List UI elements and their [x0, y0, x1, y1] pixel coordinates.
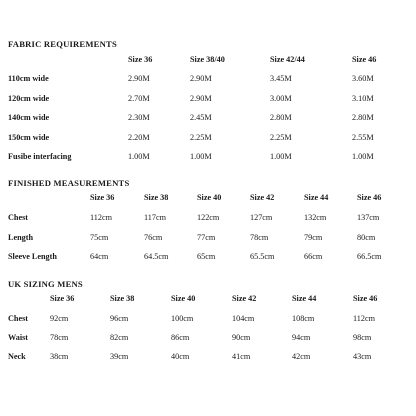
- finished-row-label: Chest: [8, 213, 29, 222]
- uk-cell: 104cm: [232, 314, 255, 323]
- uk-sizing-mens-title: UK SIZING MENS: [8, 279, 83, 289]
- fabric-cell: 2.20M: [128, 133, 150, 142]
- uk-header-size-44: Size 44: [292, 294, 317, 303]
- finished-cell: 127cm: [250, 213, 273, 222]
- uk-cell: 40cm: [171, 352, 190, 361]
- uk-header-size-36: Size 36: [50, 294, 75, 303]
- fabric-row-label: 120cm wide: [8, 94, 50, 103]
- finished-header-size-42: Size 42: [250, 193, 275, 202]
- uk-cell: 112cm: [353, 314, 375, 323]
- fabric-cell: 1.00M: [352, 152, 374, 161]
- finished-cell: 76cm: [144, 233, 163, 242]
- finished-cell: 80cm: [357, 233, 376, 242]
- fabric-cell: 3.45M: [270, 74, 292, 83]
- finished-header-size-40: Size 40: [197, 193, 222, 202]
- uk-row-label: Chest: [8, 314, 29, 323]
- finished-cell: 117cm: [144, 213, 166, 222]
- fabric-cell: 2.25M: [190, 133, 212, 142]
- finished-cell: 75cm: [90, 233, 109, 242]
- fabric-cell: 3.10M: [352, 94, 374, 103]
- uk-cell: 39cm: [110, 352, 129, 361]
- fabric-cell: 3.00M: [270, 94, 292, 103]
- fabric-cell: 2.90M: [128, 74, 150, 83]
- fabric-cell: 2.90M: [190, 74, 212, 83]
- uk-cell: 108cm: [292, 314, 315, 323]
- uk-header-size-46: Size 46: [353, 294, 378, 303]
- fabric-cell: 2.90M: [190, 94, 212, 103]
- finished-cell: 65cm: [197, 252, 216, 261]
- fabric-cell: 2.55M: [352, 133, 374, 142]
- finished-cell: 66.5cm: [357, 252, 382, 261]
- uk-cell: 43cm: [353, 352, 372, 361]
- uk-cell: 92cm: [50, 314, 69, 323]
- finished-header-size-44: Size 44: [304, 193, 329, 202]
- finished-row-label: Sleeve Length: [8, 252, 57, 261]
- finished-cell: 66cm: [304, 252, 323, 261]
- fabric-row-label: 140cm wide: [8, 113, 50, 122]
- uk-cell: 78cm: [50, 333, 69, 342]
- finished-cell: 137cm: [357, 213, 380, 222]
- finished-header-size-36: Size 36: [90, 193, 115, 202]
- finished-cell: 65.5cm: [250, 252, 275, 261]
- fabric-requirements-title: FABRIC REQUIREMENTS: [8, 39, 117, 49]
- fabric-cell: 1.00M: [190, 152, 212, 161]
- finished-header-size-38: Size 38: [144, 193, 169, 202]
- uk-cell: 82cm: [110, 333, 129, 342]
- uk-row-label: Waist: [8, 333, 29, 342]
- fabric-cell: 2.45M: [190, 113, 212, 122]
- fabric-cell: 2.80M: [352, 113, 374, 122]
- finished-cell: 112cm: [90, 213, 112, 222]
- uk-row-label: Neck: [8, 352, 26, 361]
- uk-header-size-42: Size 42: [232, 294, 257, 303]
- finished-row-label: Length: [8, 233, 34, 242]
- finished-cell: 64cm: [90, 252, 109, 261]
- finished-cell: 122cm: [197, 213, 220, 222]
- fabric-row-label: 110cm wide: [8, 74, 49, 83]
- finished-cell: 78cm: [250, 233, 269, 242]
- fabric-cell: 2.70M: [128, 94, 150, 103]
- uk-cell: 96cm: [110, 314, 129, 323]
- uk-cell: 100cm: [171, 314, 194, 323]
- uk-header-size-40: Size 40: [171, 294, 196, 303]
- fabric-cell: 2.30M: [128, 113, 150, 122]
- finished-cell: 132cm: [304, 213, 327, 222]
- uk-header-size-38: Size 38: [110, 294, 135, 303]
- finished-header-size-46: Size 46: [357, 193, 382, 202]
- fabric-cell: 2.25M: [270, 133, 292, 142]
- fabric-cell: 1.00M: [270, 152, 292, 161]
- fabric-header-size-36: Size 36: [128, 55, 153, 64]
- uk-cell: 94cm: [292, 333, 311, 342]
- uk-cell: 42cm: [292, 352, 311, 361]
- fabric-header-size-46: Size 46: [352, 55, 377, 64]
- fabric-header-size-38-40: Size 38/40: [190, 55, 225, 64]
- finished-measurements-title: FINISHED MEASUREMENTS: [8, 178, 130, 188]
- uk-cell: 41cm: [232, 352, 251, 361]
- finished-cell: 79cm: [304, 233, 323, 242]
- uk-cell: 90cm: [232, 333, 251, 342]
- uk-cell: 86cm: [171, 333, 190, 342]
- fabric-row-label: Fusibe interfacing: [8, 152, 72, 161]
- fabric-header-size-42-44: Size 42/44: [270, 55, 305, 64]
- fabric-cell: 3.60M: [352, 74, 374, 83]
- uk-cell: 98cm: [353, 333, 372, 342]
- fabric-row-label: 150cm wide: [8, 133, 50, 142]
- fabric-cell: 2.80M: [270, 113, 292, 122]
- uk-cell: 38cm: [50, 352, 69, 361]
- finished-cell: 77cm: [197, 233, 216, 242]
- finished-cell: 64.5cm: [144, 252, 169, 261]
- fabric-cell: 1.00M: [128, 152, 150, 161]
